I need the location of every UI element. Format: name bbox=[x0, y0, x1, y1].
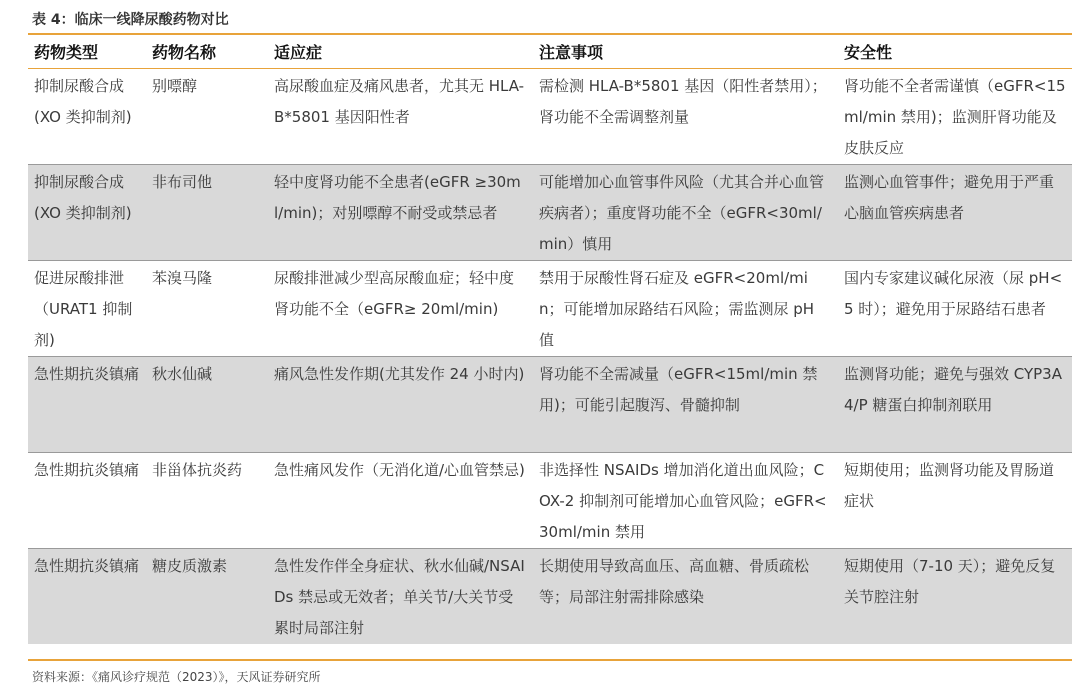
cell-safety: 短期使用；监测肾功能及胃肠道症状 bbox=[838, 453, 1072, 549]
header-safety: 安全性 bbox=[838, 35, 1072, 69]
cell-drug-type: 急性期抗炎镇痛 bbox=[28, 549, 146, 645]
table-row bbox=[28, 165, 1072, 261]
cell-indication: 痛风急性发作期(尤其发作 24 小时内) bbox=[268, 357, 533, 453]
cell-drug-name: 非布司他 bbox=[146, 165, 268, 261]
cell-drug-name: 糖皮质激素 bbox=[146, 549, 268, 645]
bottom-rule bbox=[28, 659, 1072, 661]
cell-drug-type: 急性期抗炎镇痛 bbox=[28, 357, 146, 453]
cell-safety: 监测心血管事件；避免用于严重心脑血管疾病患者 bbox=[838, 165, 1072, 261]
cell-precautions: 可能增加心血管事件风险（尤其合并心血管疾病者）；重度肾功能不全（eGFR<30ml/min）慎用 bbox=[533, 165, 838, 261]
cell-precautions: 非选择性 NSAIDs 增加消化道出血风险；COX-2 抑制剂可能增加心血管风险；eGFR<30ml/min 禁用 bbox=[533, 453, 838, 549]
cell-drug-type: 抑制尿酸合成(XO 类抑制剂) bbox=[28, 165, 146, 261]
table-row bbox=[28, 453, 1072, 549]
cell-precautions: 禁用于尿酸性肾石症及 eGFR<20ml/min；可能增加尿路结石风险；需监测尿 pH 值 bbox=[533, 261, 838, 357]
cell-drug-name: 秋水仙碱 bbox=[146, 357, 268, 453]
header-drug-type: 药物类型 bbox=[28, 35, 146, 69]
cell-drug-name: 别嘌醇 bbox=[146, 69, 268, 165]
header-indication: 适应症 bbox=[268, 35, 533, 69]
table-caption: 表 4：临床一线降尿酸药物对比 bbox=[32, 12, 229, 28]
source-note: 资料来源：《痛风诊疗规范（2023）》，天风证券研究所 bbox=[32, 670, 321, 684]
cell-drug-type: 急性期抗炎镇痛 bbox=[28, 453, 146, 549]
cell-safety: 国内专家建议碱化尿液（尿 pH<5 时）；避免用于尿路结石患者 bbox=[838, 261, 1072, 357]
cell-drug-name: 非甾体抗炎药 bbox=[146, 453, 268, 549]
drug-comparison-table bbox=[28, 35, 1072, 644]
cell-indication: 轻中度肾功能不全患者(eGFR ≥30ml/min)；对别嘌醇不耐受或禁忌者 bbox=[268, 165, 533, 261]
header-precautions: 注意事项 bbox=[533, 35, 838, 69]
cell-precautions: 需检测 HLA-B*5801 基因（阳性者禁用）；肾功能不全需调整剂量 bbox=[533, 69, 838, 165]
cell-precautions: 长期使用导致高血压、高血糖、骨质疏松等；局部注射需排除感染 bbox=[533, 549, 838, 645]
cell-safety: 短期使用（7-10 天）；避免反复关节腔注射 bbox=[838, 549, 1072, 645]
cell-indication: 尿酸排泄减少型高尿酸血症；轻中度肾功能不全（eGFR≥ 20ml/min) bbox=[268, 261, 533, 357]
header-drug-name: 药物名称 bbox=[146, 35, 268, 69]
header-row bbox=[28, 35, 1072, 69]
cell-indication: 高尿酸血症及痛风患者，尤其无 HLA-B*5801 基因阳性者 bbox=[268, 69, 533, 165]
cell-drug-type: 促进尿酸排泄（URAT1 抑制剂) bbox=[28, 261, 146, 357]
table-row bbox=[28, 261, 1072, 357]
table-row bbox=[28, 69, 1072, 165]
cell-safety: 肾功能不全者需谨慎（eGFR<15ml/min 禁用)；监测肝肾功能及皮肤反应 bbox=[838, 69, 1072, 165]
table-row bbox=[28, 357, 1072, 453]
table-row bbox=[28, 549, 1072, 645]
cell-indication: 急性发作伴全身症状、秋水仙碱/NSAIDs 禁忌或无效者；单关节/大关节受累时局部注射 bbox=[268, 549, 533, 645]
cell-drug-name: 苯溴马隆 bbox=[146, 261, 268, 357]
cell-drug-type: 抑制尿酸合成(XO 类抑制剂) bbox=[28, 69, 146, 165]
cell-safety: 监测肾功能；避免与强效 CYP3A4/P 糖蛋白抑制剂联用 bbox=[838, 357, 1072, 453]
cell-indication: 急性痛风发作（无消化道/心血管禁忌) bbox=[268, 453, 533, 549]
cell-precautions: 肾功能不全需减量（eGFR<15ml/min 禁用)；可能引起腹泻、骨髓抑制 bbox=[533, 357, 838, 453]
